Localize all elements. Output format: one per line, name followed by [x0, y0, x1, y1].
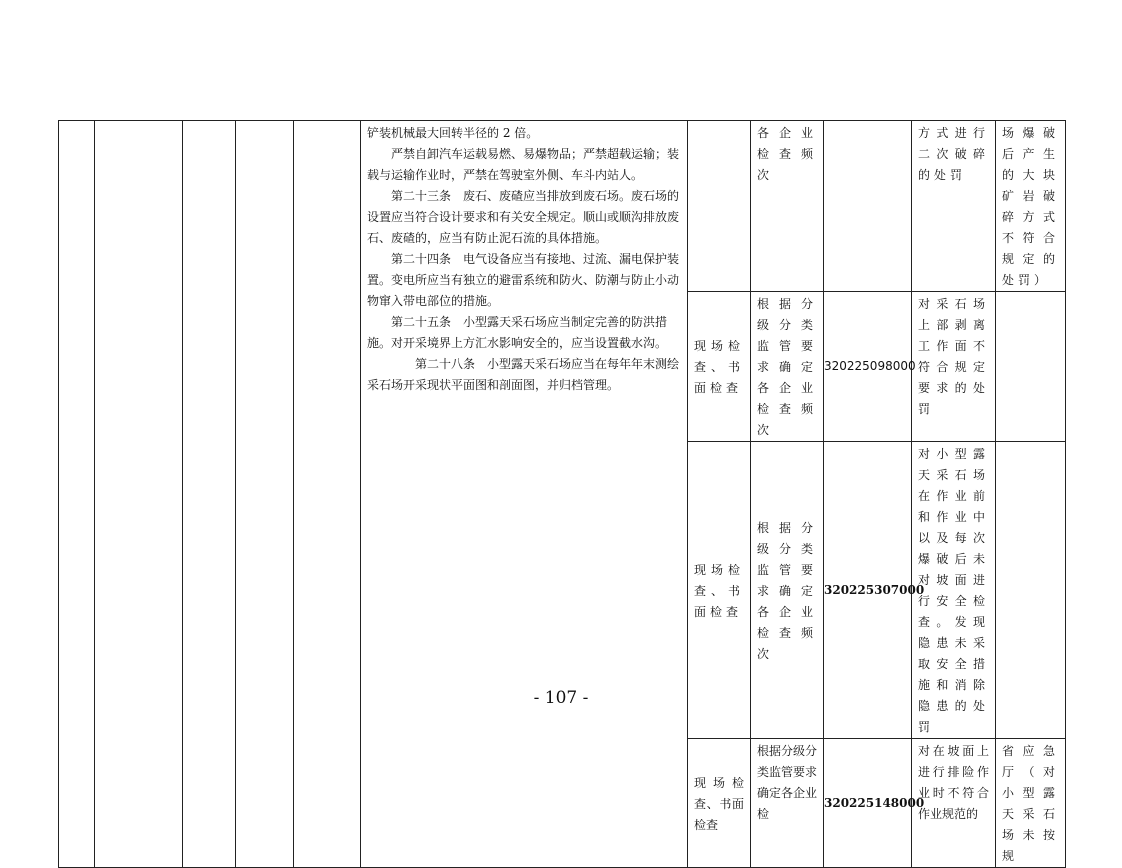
empty-cell — [236, 121, 294, 868]
regulation-table — [58, 120, 1066, 868]
item-code-cell — [824, 121, 912, 292]
behavior-cell: 对采石场上部剥离工作面不符合规定要求的处罚 — [912, 292, 996, 442]
check-frequency-cell: 各企业检查频次 — [751, 121, 824, 292]
law-paragraph: 严禁自卸汽车运载易燃、易爆物品；严禁超载运输；装载与运输作业时，严禁在驾驶室外侧、车斗内站人。 — [367, 147, 680, 182]
item-code-cell: 320225148000 — [824, 739, 912, 868]
item-code-cell: 320225098000 — [824, 292, 912, 442]
check-method-cell — [688, 121, 751, 292]
table-row — [59, 121, 1066, 292]
page-number: - 107 - — [533, 688, 589, 708]
check-method-cell: 现场检查、书面检查 — [688, 442, 751, 739]
law-paragraph: 第二十三条 废石、废碴应当排放到废石场。废石场的设置应当符合设计要求和有关安全规定。顺山或顺沟排放废石、废碴的，应当有防止泥石流的具体措施。 — [367, 189, 680, 245]
empty-cell — [294, 121, 361, 868]
check-method-cell: 现场检查、书面检查 — [688, 739, 751, 868]
check-frequency-cell: 根据分级分类监管要求确定各企业检 — [751, 739, 824, 868]
check-frequency-cell: 根据分级分类监管要求确定各企业检查频次 — [751, 292, 824, 442]
law-paragraph: 铲装机械最大回转半径的 2 倍。 — [367, 126, 539, 140]
check-frequency-cell: 根据分级分类监管要求确定各企业检查频次 — [751, 442, 824, 739]
note-cell: 省应急厅（对小型露天采石场未按规 — [996, 739, 1066, 868]
law-paragraph: 第二十八条 小型露天采石场应当在每年年末测绘采石场开采现状平面图和剖面图，并归档管理。 — [367, 357, 680, 392]
law-paragraph: 第二十五条 小型露天采石场应当制定完善的防洪措施。对开采境界上方汇水影响安全的，应当设置截水沟。 — [367, 315, 668, 350]
item-code-cell: 320225307000 — [824, 442, 912, 739]
empty-cell — [95, 121, 183, 868]
law-paragraph: 第二十四条 电气设备应当有接地、过流、漏电保护装置。变电所应当有独立的避雷系统和防火、防潮与防止小动物窜入带电部位的措施。 — [367, 252, 680, 308]
note-cell: 场爆破后产生的大块矿岩破碎方式不符合规定的处罚） — [996, 121, 1066, 292]
note-cell — [996, 292, 1066, 442]
behavior-cell: 方式进行二次破碎的处罚 — [912, 121, 996, 292]
empty-cell — [59, 121, 95, 868]
behavior-cell: 对在坡面上进行排险作业时不符合作业规范的 — [912, 739, 996, 868]
check-method-cell: 现场检查、书面检查 — [688, 292, 751, 442]
empty-cell — [183, 121, 236, 868]
law-text-cell — [361, 121, 688, 868]
behavior-cell: 对小型露天采石场在作业前和作业中以及每次爆破后未对坡面进行安全检查。发现隐患未采取安全措施和消除隐患的处罚 — [912, 442, 996, 739]
